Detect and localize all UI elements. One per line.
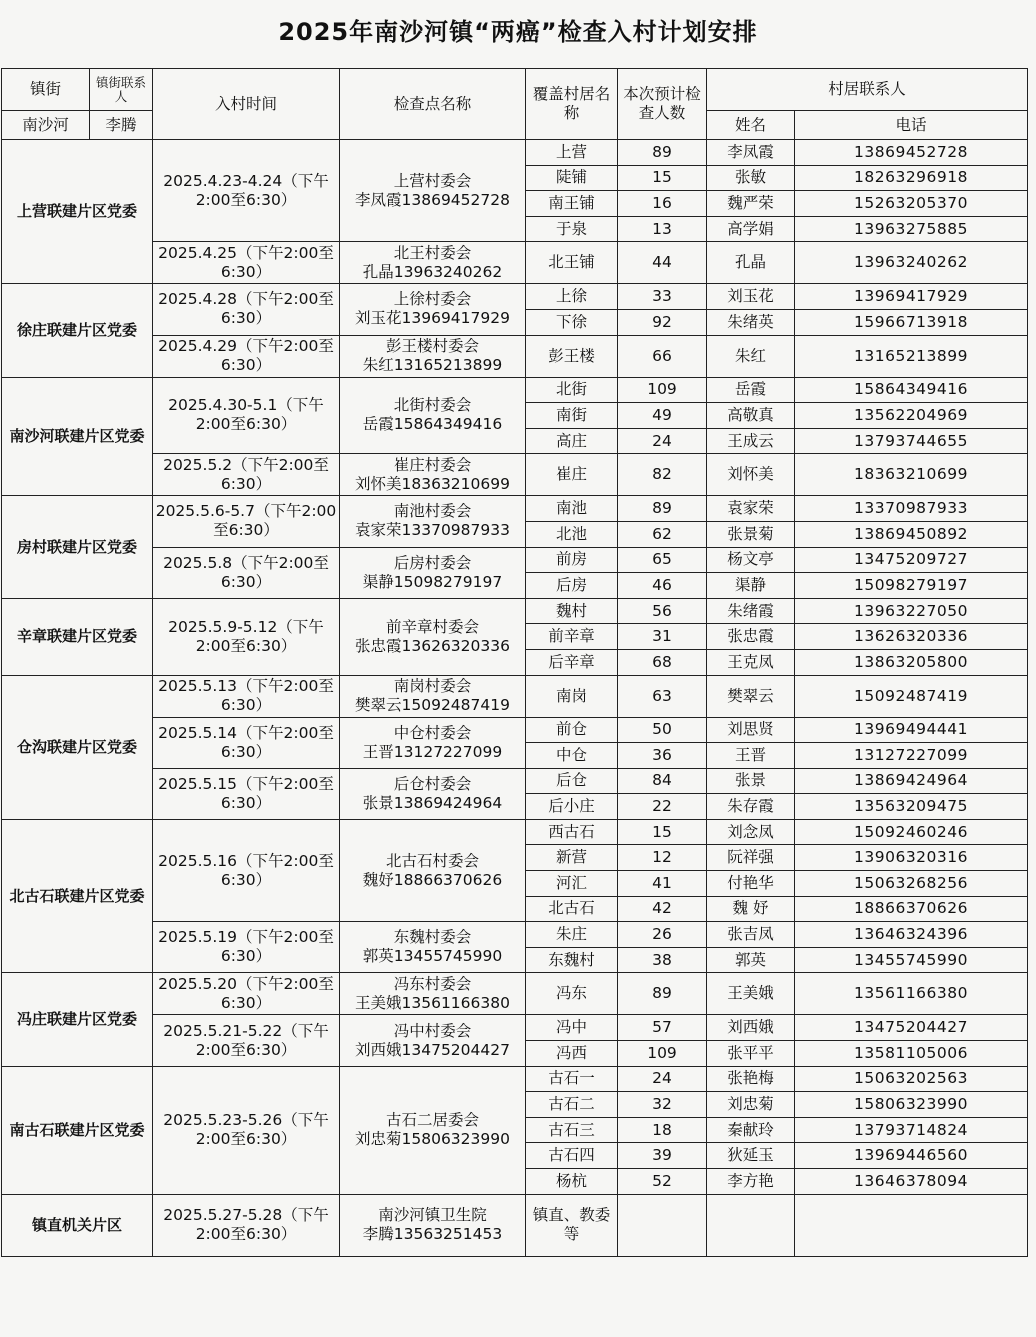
village: 后辛章 — [526, 649, 618, 675]
site-contact: 樊翠云15092487419 — [355, 696, 510, 714]
contact-name: 岳霞 — [707, 377, 795, 403]
contact-name: 朱绪英 — [707, 309, 795, 335]
table-row — [2, 768, 1028, 794]
district-name: 辛章联建片区党委 — [2, 598, 153, 675]
contact-phone: 13863205800 — [795, 649, 1028, 675]
count: 13 — [618, 216, 707, 242]
village: 后小庄 — [526, 794, 618, 820]
count: 16 — [618, 191, 707, 217]
check-site — [340, 1066, 526, 1194]
table-row — [2, 1066, 1028, 1092]
count: 26 — [618, 922, 707, 948]
contact-phone: 13969494441 — [795, 717, 1028, 743]
village: 南池 — [526, 496, 618, 522]
count: 109 — [618, 1041, 707, 1067]
contact-phone: 13969417929 — [795, 284, 1028, 310]
visit-time: 2025.5.19（下午2:00至6:30） — [153, 922, 340, 973]
table-row — [2, 335, 1028, 377]
village: 古石二 — [526, 1092, 618, 1118]
contact-phone: 13793714824 — [795, 1117, 1028, 1143]
site-contact: 李凤霞13869452728 — [355, 190, 510, 209]
table-row — [2, 598, 1028, 624]
village: 东魏村 — [526, 947, 618, 973]
contact-name: 付艳华 — [707, 871, 795, 897]
town-header: 镇街 — [2, 69, 90, 111]
site-header: 检查点名称 — [340, 69, 526, 140]
table-row — [2, 973, 1028, 1015]
village: 魏村 — [526, 598, 618, 624]
village: 河汇 — [526, 871, 618, 897]
village: 北街 — [526, 377, 618, 403]
visit-time: 2025.5.27-5.28（下午2:00至6:30） — [153, 1194, 340, 1256]
site-contact: 袁家荣13370987933 — [355, 521, 510, 540]
village: 冯西 — [526, 1041, 618, 1067]
contact-name: 刘怀美 — [707, 454, 795, 496]
contact-phone: 13969446560 — [795, 1143, 1028, 1169]
village: 古石三 — [526, 1117, 618, 1143]
contact-phone: 18866370626 — [795, 896, 1028, 922]
contact-name: 朱红 — [707, 335, 795, 377]
village: 冯中 — [526, 1015, 618, 1041]
count: 68 — [618, 649, 707, 675]
count: 33 — [618, 284, 707, 310]
village: 镇直、教委等 — [526, 1194, 618, 1256]
contact-phone: 15966713918 — [795, 309, 1028, 335]
site-name: 北王村委会 — [393, 243, 472, 262]
contact-phone: 15098279197 — [795, 573, 1028, 599]
count: 56 — [618, 598, 707, 624]
contact-phone: 15092460246 — [795, 819, 1028, 845]
contact-name: 张艳梅 — [707, 1066, 795, 1092]
count: 38 — [618, 947, 707, 973]
check-site — [340, 335, 526, 377]
check-site — [340, 377, 526, 454]
contact-phone: 13646378094 — [795, 1169, 1028, 1195]
contact-phone: 13963227050 — [795, 598, 1028, 624]
contact-phone: 13563209475 — [795, 794, 1028, 820]
site-contact: 刘西娥13475204427 — [355, 1040, 510, 1059]
site-contact: 李腾13563251453 — [362, 1225, 503, 1244]
site-contact: 朱红13165213899 — [362, 356, 503, 375]
contact-name: 张平平 — [707, 1041, 795, 1067]
district-name: 上营联建片区党委 — [2, 140, 153, 284]
visit-time: 2025.5.8（下午2:00至6:30） — [153, 547, 340, 598]
visit-time: 2025.4.25（下午2:00至6:30） — [153, 242, 340, 284]
contact-phone: 13562204969 — [795, 403, 1028, 429]
table-row — [2, 1015, 1028, 1041]
district-name: 南古石联建片区党委 — [2, 1066, 153, 1194]
count: 15 — [618, 165, 707, 191]
contact-phone: 15864349416 — [795, 377, 1028, 403]
visit-time: 2025.5.13（下午2:00至6:30） — [153, 675, 340, 717]
site-contact: 渠静15098279197 — [362, 572, 503, 591]
contact-name: 朱绪霞 — [707, 598, 795, 624]
count: 50 — [618, 717, 707, 743]
count: 46 — [618, 573, 707, 599]
village: 南岗 — [526, 675, 618, 717]
village: 古石一 — [526, 1066, 618, 1092]
visit-time: 2025.4.29（下午2:00至6:30） — [153, 335, 340, 377]
table-row — [2, 496, 1028, 522]
count: 62 — [618, 521, 707, 547]
contact-name: 张吉凤 — [707, 922, 795, 948]
village: 朱庄 — [526, 922, 618, 948]
visit-time: 2025.4.30-5.1（下午2:00至6:30） — [153, 377, 340, 454]
visit-time: 2025.5.21-5.22（下午2:00至6:30） — [153, 1015, 340, 1066]
village: 西古石 — [526, 819, 618, 845]
count: 32 — [618, 1092, 707, 1118]
time-header: 入村时间 — [153, 69, 340, 140]
contact-phone: 18363210699 — [795, 454, 1028, 496]
contact-phone: 15063202563 — [795, 1066, 1028, 1092]
village: 前房 — [526, 547, 618, 573]
contact-name: 高敬真 — [707, 403, 795, 429]
schedule-table — [1, 68, 1028, 1257]
site-name: 南岗村委会 — [393, 677, 472, 695]
site-name: 后房村委会 — [393, 553, 472, 572]
contact-name: 张景菊 — [707, 521, 795, 547]
contact-name: 魏 妤 — [707, 896, 795, 922]
check-site — [340, 496, 526, 547]
contact-name: 袁家荣 — [707, 496, 795, 522]
visit-time: 2025.4.23-4.24（下午2:00至6:30） — [153, 140, 340, 242]
village: 冯东 — [526, 973, 618, 1015]
count: 22 — [618, 794, 707, 820]
contact-phone: 13165213899 — [795, 335, 1028, 377]
count: 89 — [618, 140, 707, 166]
contact-name: 狄延玉 — [707, 1143, 795, 1169]
contact-name — [707, 1194, 795, 1256]
check-site — [340, 140, 526, 242]
contact-phone: 13455745990 — [795, 947, 1028, 973]
check-site — [340, 768, 526, 819]
count: 84 — [618, 768, 707, 794]
count: 52 — [618, 1169, 707, 1195]
table-row — [2, 547, 1028, 573]
count: 18 — [618, 1117, 707, 1143]
check-site — [340, 922, 526, 973]
contact-phone: 13475204427 — [795, 1015, 1028, 1041]
phone-header: 电话 — [795, 111, 1028, 140]
site-name: 前辛章村委会 — [385, 617, 479, 636]
count: 82 — [618, 454, 707, 496]
contact-name: 王克凤 — [707, 649, 795, 675]
count: 15 — [618, 819, 707, 845]
village: 陡铺 — [526, 165, 618, 191]
count: 89 — [618, 496, 707, 522]
count: 24 — [618, 1066, 707, 1092]
village: 上营 — [526, 140, 618, 166]
count: 36 — [618, 743, 707, 769]
contact-name: 张忠霞 — [707, 624, 795, 650]
village: 北古石 — [526, 896, 618, 922]
count: 41 — [618, 871, 707, 897]
table-row — [2, 717, 1028, 743]
table-row — [2, 284, 1028, 310]
village: 上徐 — [526, 284, 618, 310]
village: 于泉 — [526, 216, 618, 242]
count: 49 — [618, 403, 707, 429]
contact-phone: 13793744655 — [795, 428, 1028, 454]
town-value: 南沙河 — [2, 111, 90, 140]
contact-phone: 13626320336 — [795, 624, 1028, 650]
table-row — [2, 454, 1028, 496]
contact-name: 王成云 — [707, 428, 795, 454]
table-row — [2, 242, 1028, 284]
contact-name: 郭英 — [707, 947, 795, 973]
district-name: 南沙河联建片区党委 — [2, 377, 153, 496]
site-contact: 刘忠菊15806323990 — [355, 1130, 510, 1149]
visit-time: 2025.5.6-5.7（下午2:00至6:30） — [153, 496, 340, 547]
contact-phone: 13869424964 — [795, 768, 1028, 794]
schedule-body — [2, 69, 1028, 1257]
site-contact: 岳霞15864349416 — [362, 415, 503, 434]
contact-phone: 13475209727 — [795, 547, 1028, 573]
district-name: 镇直机关片区 — [2, 1194, 153, 1256]
contact-phone: 15063268256 — [795, 871, 1028, 897]
contact-name: 朱存霞 — [707, 794, 795, 820]
village: 新营 — [526, 845, 618, 871]
contact-phone: 18263296918 — [795, 165, 1028, 191]
count-header: 本次预计检查人数 — [618, 69, 707, 140]
check-site — [340, 547, 526, 598]
contact-name: 刘思贤 — [707, 717, 795, 743]
count: 24 — [618, 428, 707, 454]
check-site — [340, 717, 526, 768]
table-row — [2, 819, 1028, 845]
district-name: 北古石联建片区党委 — [2, 819, 153, 973]
contact-name: 阮祥强 — [707, 845, 795, 871]
village: 后仓 — [526, 768, 618, 794]
village: 中仓 — [526, 743, 618, 769]
check-site — [340, 598, 526, 675]
contact-name: 王美娥 — [707, 973, 795, 1015]
village: 北池 — [526, 521, 618, 547]
contact-phone: 15092487419 — [795, 675, 1028, 717]
visit-time: 2025.5.14（下午2:00至6:30） — [153, 717, 340, 768]
count: 57 — [618, 1015, 707, 1041]
contact-name: 魏严荣 — [707, 191, 795, 217]
contact-name: 刘玉花 — [707, 284, 795, 310]
contact-name: 孔晶 — [707, 242, 795, 284]
visit-time: 2025.5.2（下午2:00至6:30） — [153, 454, 340, 496]
contact-name: 王晋 — [707, 743, 795, 769]
page-title: 2025年南沙河镇“两癌”检查入村计划安排 — [278, 18, 758, 46]
check-site — [340, 819, 526, 921]
village: 前辛章 — [526, 624, 618, 650]
site-name: 中仓村委会 — [393, 723, 472, 742]
town-contact-header: 镇街联系人 — [90, 69, 153, 111]
contact-phone: 15263205370 — [795, 191, 1028, 217]
village: 古石四 — [526, 1143, 618, 1169]
contact-phone: 13646324396 — [795, 922, 1028, 948]
table-row — [2, 140, 1028, 166]
site-contact: 郭英13455745990 — [362, 947, 503, 966]
check-site — [340, 454, 526, 496]
town-contact-value: 李腾 — [90, 111, 153, 140]
contact-name: 张敏 — [707, 165, 795, 191]
site-contact: 王晋13127227099 — [362, 742, 503, 761]
count: 39 — [618, 1143, 707, 1169]
site-name: 崔庄村委会 — [393, 455, 472, 474]
table-row — [2, 377, 1028, 403]
count: 42 — [618, 896, 707, 922]
village: 下徐 — [526, 309, 618, 335]
contact-phone: 13127227099 — [795, 743, 1028, 769]
count: 44 — [618, 242, 707, 284]
check-site — [340, 242, 526, 284]
table-row — [2, 1194, 1028, 1256]
visit-time: 2025.5.23-5.26（下午2:00至6:30） — [153, 1066, 340, 1194]
site-name: 南沙河镇卫生院 — [378, 1206, 487, 1225]
site-name: 东魏村委会 — [393, 928, 472, 947]
site-contact: 王美娥13561166380 — [355, 993, 510, 1012]
village: 杨杭 — [526, 1169, 618, 1195]
site-name: 北古石村委会 — [385, 851, 479, 870]
village: 南街 — [526, 403, 618, 429]
contact-phone: 13963275885 — [795, 216, 1028, 242]
check-site — [340, 973, 526, 1015]
village: 彭王楼 — [526, 335, 618, 377]
contact-phone: 13370987933 — [795, 496, 1028, 522]
district-name: 冯庄联建片区党委 — [2, 973, 153, 1066]
village: 前仓 — [526, 717, 618, 743]
contact-name: 秦献玲 — [707, 1117, 795, 1143]
site-name: 后仓村委会 — [393, 774, 472, 793]
name-header: 姓名 — [707, 111, 795, 140]
site-name: 彭王楼村委会 — [385, 337, 479, 356]
contact-name: 高学娟 — [707, 216, 795, 242]
contact-phone: 13869452728 — [795, 140, 1028, 166]
count: 92 — [618, 309, 707, 335]
contact-header: 村居联系人 — [707, 69, 1028, 111]
site-name: 北街村委会 — [393, 396, 472, 415]
village: 崔庄 — [526, 454, 618, 496]
count: 63 — [618, 675, 707, 717]
contact-name: 刘念凤 — [707, 819, 795, 845]
contact-phone: 13561166380 — [795, 973, 1028, 1015]
site-name: 上营村委会 — [393, 171, 472, 190]
site-contact: 孔晶13963240262 — [362, 262, 503, 281]
site-contact: 张景13869424964 — [362, 793, 503, 812]
contact-name: 樊翠云 — [707, 675, 795, 717]
contact-name: 刘忠菊 — [707, 1092, 795, 1118]
site-contact: 刘玉花13969417929 — [355, 309, 510, 328]
table-row — [2, 922, 1028, 948]
count: 89 — [618, 973, 707, 1015]
district-name: 徐庄联建片区党委 — [2, 284, 153, 377]
check-site — [340, 284, 526, 335]
visit-time: 2025.5.20（下午2:00至6:30） — [153, 973, 340, 1015]
header-row — [2, 69, 1028, 111]
visit-time: 2025.5.16（下午2:00至6:30） — [153, 819, 340, 921]
contact-name: 渠静 — [707, 573, 795, 599]
count: 66 — [618, 335, 707, 377]
check-site — [340, 1194, 526, 1256]
check-site — [340, 675, 526, 717]
site-name: 南池村委会 — [393, 502, 472, 521]
count — [618, 1194, 707, 1256]
count: 12 — [618, 845, 707, 871]
site-name: 冯中村委会 — [393, 1021, 472, 1040]
village: 南王铺 — [526, 191, 618, 217]
village-header: 覆盖村居名称 — [526, 69, 618, 140]
visit-time: 2025.4.28（下午2:00至6:30） — [153, 284, 340, 335]
visit-time: 2025.5.9-5.12（下午2:00至6:30） — [153, 598, 340, 675]
count: 31 — [618, 624, 707, 650]
contact-phone: 13869450892 — [795, 521, 1028, 547]
village: 高庄 — [526, 428, 618, 454]
site-name: 冯东村委会 — [393, 974, 472, 993]
contact-name: 刘西娥 — [707, 1015, 795, 1041]
contact-phone: 13963240262 — [795, 242, 1028, 284]
contact-name: 李凤霞 — [707, 140, 795, 166]
contact-name: 李方艳 — [707, 1169, 795, 1195]
contact-phone — [795, 1194, 1028, 1256]
contact-phone: 13581105006 — [795, 1041, 1028, 1067]
check-site — [340, 1015, 526, 1066]
site-name: 古石二居委会 — [385, 1111, 479, 1130]
contact-phone: 15806323990 — [795, 1092, 1028, 1118]
village: 后房 — [526, 573, 618, 599]
district-name: 仓沟联建片区党委 — [2, 675, 153, 819]
contact-phone: 13906320316 — [795, 845, 1028, 871]
visit-time: 2025.5.15（下午2:00至6:30） — [153, 768, 340, 819]
site-contact: 张忠霞13626320336 — [355, 636, 510, 655]
village: 北王铺 — [526, 242, 618, 284]
table-row — [2, 675, 1028, 717]
site-contact: 魏妤18866370626 — [362, 870, 503, 889]
contact-name: 杨文亭 — [707, 547, 795, 573]
count: 65 — [618, 547, 707, 573]
district-name: 房村联建片区党委 — [2, 496, 153, 598]
site-name: 上徐村委会 — [393, 290, 472, 309]
count: 109 — [618, 377, 707, 403]
site-contact: 刘怀美18363210699 — [355, 474, 510, 493]
contact-name: 张景 — [707, 768, 795, 794]
